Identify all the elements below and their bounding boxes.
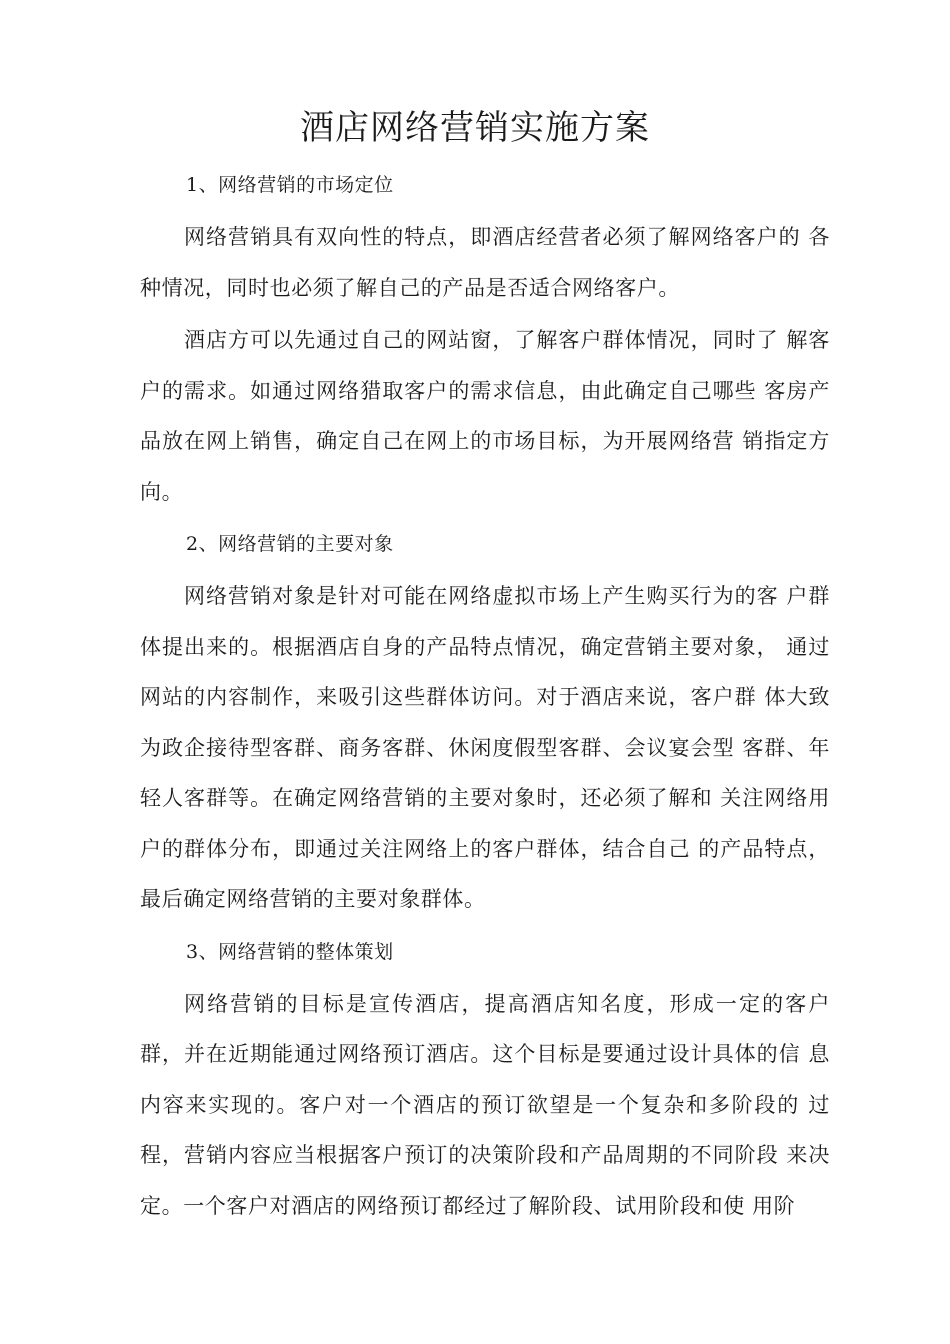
section-market-positioning [140,160,830,517]
paragraph: 网络营销的目标是宣传酒店，提高酒店知名度，形成一定的客户群，并在近期能通过网络预订酒店。这个目标是要通过设计具体的信 息内容来实现的。客户对一个酒店的预订欲望是一个复杂和多阶段的 过程，营销内容应当根据客户预订的决策阶段和产品周期的不同阶段 来决定。一个客户对酒店的网络预订都经过了解阶段、试用阶段和使 用阶 [140,991,830,1218]
section-main-targets [140,519,830,925]
document-title: 酒店网络营销实施方案 [300,108,650,148]
section-heading: 3、网络营销的整体策划 [186,940,394,963]
paragraph: 酒店方可以先通过自己的网站窗，了解客户群体情况，同时了 解客户的需求。如通过网络猎取客户的需求信息，由此确定自己哪些 客房产品放在网上销售，确定自己在网上的市场目标，为开展网络营 销指定方向。 [140,328,830,504]
section-overall-planning [140,927,830,1232]
document-body [140,160,830,1233]
paragraph: 网络营销对象是针对可能在网络虚拟市场上产生购买行为的客 户群体提出来的。根据酒店自身的产品特点情况，确定营销主要对象， 通过网站的内容制作，来吸引这些群体访问。对于酒店来说，客户群 体大致为政企接待型客群、商务客群、休闲度假型客群、会议宴会型 客群、年轻人客群等。在确定网络营销的主要对象时，还必须了解和 关注网络用户的群体分布，即通过关注网络上的客户群体，结合自己 的产品特点，最后确定网络营销的主要对象群体。 [140,584,830,911]
paragraph: 网络营销具有双向性的特点，即酒店经营者必须了解网络客户的 各种情况，同时也必须了解自己的产品是否适合网络客户。 [140,225,830,300]
section-heading: 1、网络营销的市场定位 [186,174,394,196]
section-heading: 2、网络营销的主要对象 [186,533,394,555]
